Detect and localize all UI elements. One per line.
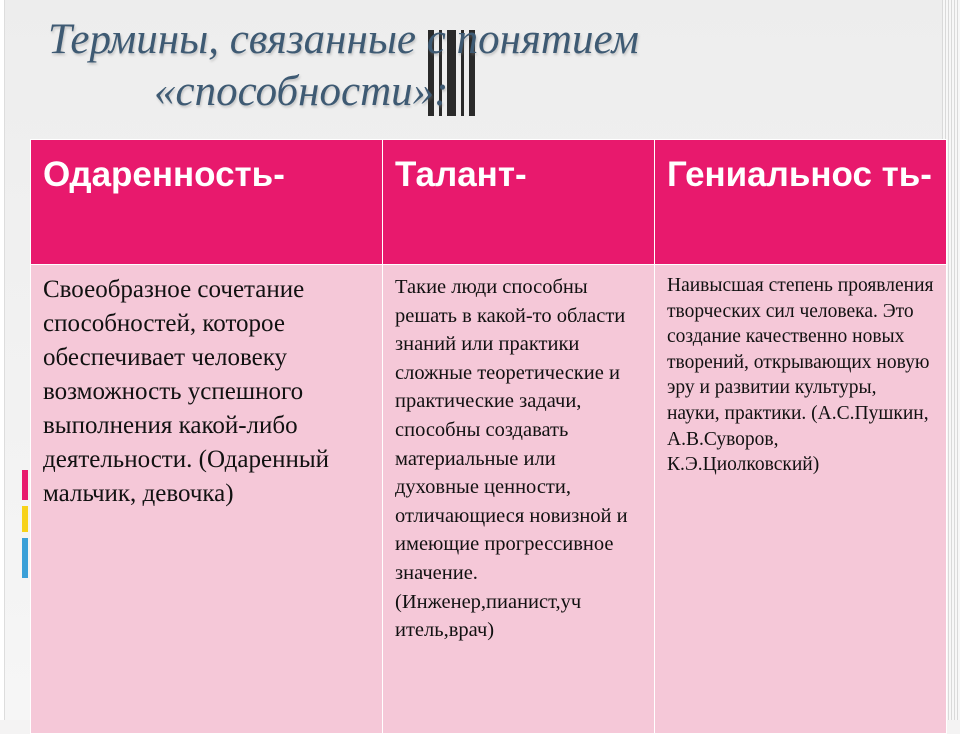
cell-giftedness-definition xyxy=(31,265,383,734)
cell-genius-definition xyxy=(655,265,947,734)
cell-text: Своеобразное сочетание способностей, которое обеспечивает человеку возможность успешного выполнения какой-либо деятельности. (Одаренный мальчик, девочка) xyxy=(43,276,330,507)
slide-title xyxy=(48,14,639,118)
table-row xyxy=(31,265,947,734)
terms-table xyxy=(30,139,947,734)
slide-title-line2: «способности»: xyxy=(154,68,449,115)
header-genius: Гениальнос ть- xyxy=(655,140,947,265)
header-talent: Талант- xyxy=(383,140,655,265)
left-accent-decoration xyxy=(22,470,30,580)
cell-text: Наивысшая степень проявления творческих сил человека. Это создание качественно новых творений, открывающих новую эру и развитии культуры, науки, практики. (А.С.Пушкин, А.В.Суворов, К.Э.Циолковский) xyxy=(667,275,934,476)
cell-text: Такие люди способны решать в какой-то области знаний или практики сложные теоретические и практические задачи, способны создавать материальные или духовные ценности, отличающиеся новизной и имеющие прогрессивное значение. (Инженер,пианист,уч итель,врач) xyxy=(395,276,628,642)
header-giftedness: Одаренность- xyxy=(31,140,383,265)
table-header-row xyxy=(31,140,947,265)
slide-title-line1: Термины, связанные с понятием xyxy=(48,16,639,63)
cell-talent-definition xyxy=(383,265,655,734)
left-edge-border xyxy=(0,0,5,720)
